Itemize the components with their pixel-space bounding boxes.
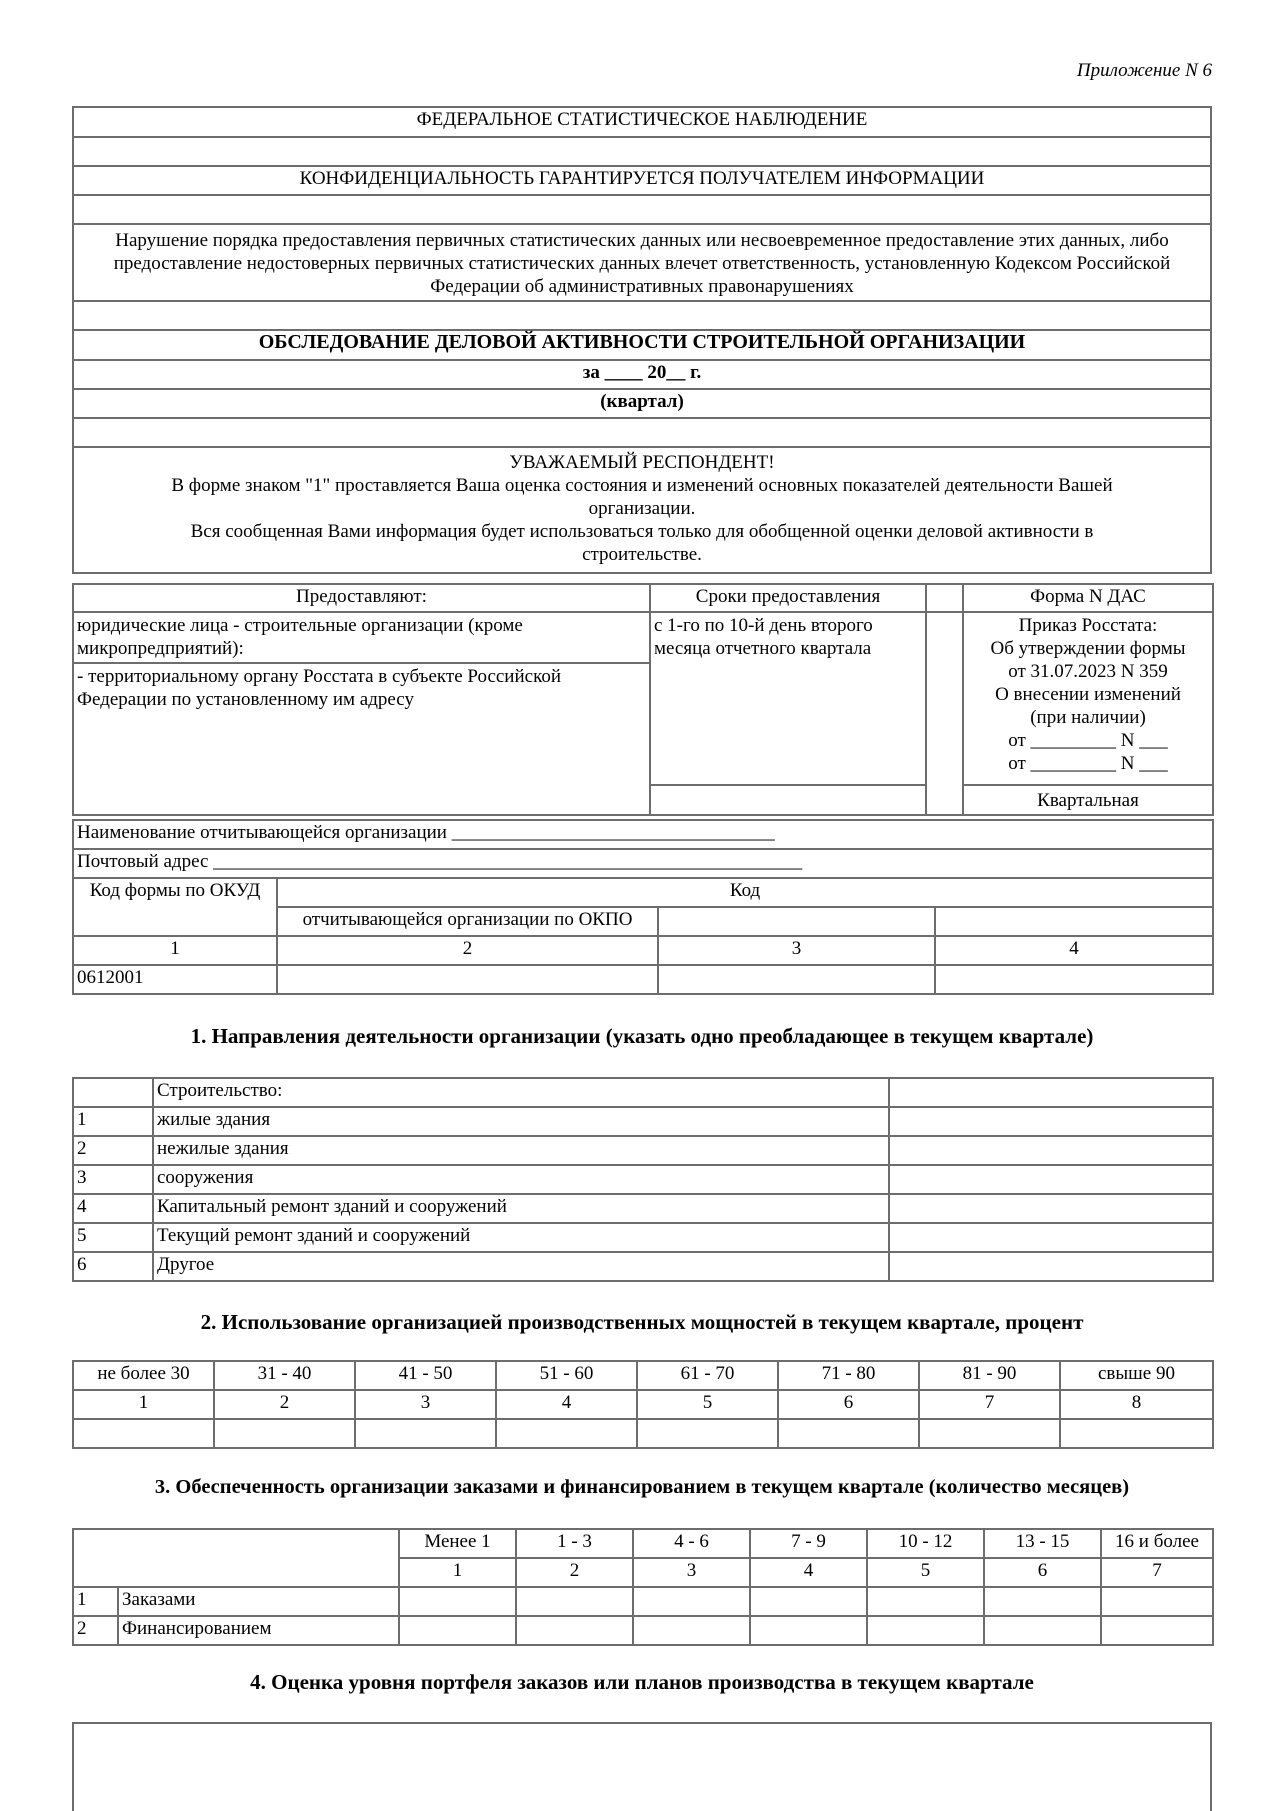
answer-cell[interactable]	[889, 1194, 1213, 1223]
section-4-title: 4. Оценка уровня портфеля заказов или планов производства в текущем квартале	[250, 1670, 1034, 1694]
form-number-header: Форма N ДАС	[963, 584, 1213, 612]
activity-label: Капитальный ремонт зданий и сооружений	[153, 1194, 889, 1223]
column-number: 1	[399, 1558, 516, 1587]
answer-cell[interactable]	[633, 1587, 750, 1616]
answer-cell[interactable]	[214, 1419, 355, 1448]
answer-cell[interactable]	[399, 1587, 516, 1616]
provision-label: Заказами	[118, 1587, 399, 1616]
submission-table	[72, 583, 1214, 816]
row-number: 2	[73, 1616, 118, 1645]
answer-cell[interactable]	[919, 1419, 1060, 1448]
blank-cell	[926, 584, 963, 612]
column-number: 1	[73, 1390, 214, 1419]
respondent-notice	[73, 447, 1211, 573]
okpo-code-cell[interactable]	[277, 965, 658, 994]
capacity-range: 81 - 90	[919, 1361, 1060, 1390]
column-number: 2	[214, 1390, 355, 1419]
blank-row	[73, 137, 1211, 166]
order-line-1: Приказ Росстата:	[1018, 615, 1158, 636]
organization-name-field[interactable]: Наименование отчитывающейся организации __________________________________	[73, 820, 1213, 849]
column-number: 8	[1060, 1390, 1213, 1419]
code-cell[interactable]	[935, 907, 1213, 936]
answer-cell[interactable]	[889, 1223, 1213, 1252]
quarter-label: (квартал)	[73, 389, 1211, 418]
answer-cell[interactable]	[516, 1587, 633, 1616]
answer-cell[interactable]	[867, 1587, 984, 1616]
organization-table	[72, 819, 1214, 995]
months-range: 4 - 6	[633, 1529, 750, 1558]
code-cell[interactable]	[658, 907, 935, 936]
column-number: 6	[778, 1390, 919, 1419]
column-number: 4	[750, 1558, 867, 1587]
answer-cell[interactable]	[889, 1107, 1213, 1136]
column-number: 1	[73, 936, 277, 965]
respondent-line-2: Вся сообщенная Вами информация будет использоваться только для обобщенной оценки деловой активности в строительстве.	[190, 521, 1094, 565]
activity-label: сооружения	[153, 1165, 889, 1194]
row-number: 3	[73, 1165, 153, 1194]
months-range: 13 - 15	[984, 1529, 1101, 1558]
column-number: 2	[277, 936, 658, 965]
answer-cell[interactable]	[633, 1616, 750, 1645]
blank-cell	[73, 1529, 399, 1587]
column-number: 7	[1101, 1558, 1213, 1587]
answer-cell[interactable]	[750, 1616, 867, 1645]
blank-cell	[650, 785, 926, 815]
okud-code-value: 0612001	[73, 965, 277, 994]
row-number: 6	[73, 1252, 153, 1281]
months-range: 10 - 12	[867, 1529, 984, 1558]
capacity-range: 51 - 60	[496, 1361, 637, 1390]
okud-label: Код формы по ОКУД	[73, 878, 277, 936]
months-range: 16 и более	[1101, 1529, 1213, 1558]
column-number: 6	[984, 1558, 1101, 1587]
code-label: Код	[277, 878, 1213, 907]
survey-title: ОБСЛЕДОВАНИЕ ДЕЛОВОЙ АКТИВНОСТИ СТРОИТЕЛЬНОЙ ОРГАНИЗАЦИИ	[73, 330, 1211, 360]
report-period: за ____ 20__ г.	[73, 360, 1211, 389]
answer-cell[interactable]	[778, 1419, 919, 1448]
answer-cell[interactable]	[867, 1616, 984, 1645]
blank-row	[73, 418, 1211, 447]
answer-cell[interactable]	[889, 1165, 1213, 1194]
activity-label: жилые здания	[153, 1107, 889, 1136]
submitters-text: юридические лица - строительные организации (кроме микропредприятий):	[73, 612, 650, 663]
periodicity-label: Квартальная	[963, 785, 1213, 815]
section-1-table	[72, 1077, 1214, 1282]
capacity-range: 31 - 40	[214, 1361, 355, 1390]
postal-address-field[interactable]: Почтовый адрес ______________________________________________________________	[73, 849, 1213, 878]
order-line-3: от 31.07.2023 N 359	[1008, 661, 1168, 682]
section-3-table	[72, 1528, 1214, 1646]
column-number: 4	[496, 1390, 637, 1419]
respondent-line-1: В форме знаком "1" проставляется Ваша оценка состояния и изменений основных показателей деятельности Вашей организации.	[171, 475, 1113, 519]
answer-cell[interactable]	[750, 1587, 867, 1616]
answer-cell[interactable]	[1101, 1616, 1213, 1645]
column-number: 4	[935, 936, 1213, 965]
answer-cell[interactable]	[1060, 1419, 1213, 1448]
section-2-table	[72, 1360, 1214, 1449]
section-4-table	[72, 1722, 1212, 1811]
row-number: 2	[73, 1136, 153, 1165]
submission-recipient: - территориальному органу Росстата в субъекте Российской Федерации по установленному им адресу	[73, 663, 650, 815]
deadline-text: с 1-го по 10-й день второго месяца отчетного квартала	[650, 612, 926, 785]
answer-cell[interactable]	[637, 1419, 778, 1448]
column-number: 5	[867, 1558, 984, 1587]
answer-cell[interactable]	[1101, 1587, 1213, 1616]
order-line-2: Об утверждении формы	[990, 638, 1186, 659]
answer-cell[interactable]	[984, 1616, 1101, 1645]
capacity-range: свыше 90	[1060, 1361, 1213, 1390]
provision-label: Финансированием	[118, 1616, 399, 1645]
appendix-label: Приложение N 6	[1076, 60, 1212, 81]
answer-cell[interactable]	[355, 1419, 496, 1448]
answer-cell[interactable]	[984, 1587, 1101, 1616]
months-range: 1 - 3	[516, 1529, 633, 1558]
answer-cell[interactable]	[399, 1616, 516, 1645]
federal-observation-heading: ФЕДЕРАЛЬНОЕ СТАТИСТИЧЕСКОЕ НАБЛЮДЕНИЕ	[73, 107, 1211, 137]
blank-row	[73, 301, 1211, 330]
answer-cell[interactable]	[73, 1419, 214, 1448]
activity-label: нежилые здания	[153, 1136, 889, 1165]
capacity-range: не более 30	[73, 1361, 214, 1390]
answer-cell[interactable]	[516, 1616, 633, 1645]
column-number: 3	[633, 1558, 750, 1587]
order-details	[963, 612, 1213, 785]
blank-cell	[73, 1078, 153, 1107]
okpo-label: отчитывающейся организации по ОКПО	[277, 907, 658, 936]
header-table	[72, 106, 1212, 574]
section-1-title: 1. Направления деятельности организации (указать одно преобладающее в текущем квартале)	[190, 1024, 1094, 1048]
section-2-title: 2. Использование организацией производственных мощностей в текущем квартале, процент	[200, 1310, 1084, 1334]
capacity-range: 41 - 50	[355, 1361, 496, 1390]
confidentiality-heading: КОНФИДЕНЦИАЛЬНОСТЬ ГАРАНТИРУЕТСЯ ПОЛУЧАТЕЛЕМ ИНФОРМАЦИИ	[73, 166, 1211, 195]
row-number: 1	[73, 1587, 118, 1616]
row-number: 1	[73, 1107, 153, 1136]
blank-cell	[926, 612, 963, 815]
answer-cell[interactable]	[496, 1419, 637, 1448]
answer-cell[interactable]	[889, 1136, 1213, 1165]
code-cell[interactable]	[658, 965, 935, 994]
row-number: 5	[73, 1223, 153, 1252]
submitters-header: Предоставляют:	[73, 584, 650, 612]
months-range: 7 - 9	[750, 1529, 867, 1558]
column-number: 3	[658, 936, 935, 965]
section-3-title: 3. Обеспеченность организации заказами и финансированием в текущем квартале (количество месяцев)	[154, 1476, 1130, 1498]
blank-row	[73, 195, 1211, 224]
order-line-7: от _________ N ___	[1008, 753, 1168, 774]
column-number: 5	[637, 1390, 778, 1419]
activity-label: Текущий ремонт зданий и сооружений	[153, 1223, 889, 1252]
order-line-6: от _________ N ___	[1008, 730, 1168, 751]
months-range: Менее 1	[399, 1529, 516, 1558]
deadline-header: Сроки предоставления	[650, 584, 926, 612]
column-number: 3	[355, 1390, 496, 1419]
capacity-range: 71 - 80	[778, 1361, 919, 1390]
code-cell[interactable]	[935, 965, 1213, 994]
respondent-title: УВАЖАЕМЫЙ РЕСПОНДЕНТ!	[509, 452, 775, 473]
answer-cell[interactable]	[889, 1252, 1213, 1281]
answer-cell[interactable]	[889, 1078, 1213, 1107]
order-line-4: О внесении изменений	[995, 684, 1181, 705]
construction-heading: Строительство:	[153, 1078, 889, 1107]
order-line-5: (при наличии)	[1030, 707, 1146, 728]
column-number: 7	[919, 1390, 1060, 1419]
capacity-range: 61 - 70	[637, 1361, 778, 1390]
row-number: 4	[73, 1194, 153, 1223]
liability-notice: Нарушение порядка предоставления первичных статистических данных или несвоевременное предоставление этих данных, либо предоставление недостоверных первичных статистических данных влечет ответственность, установленную Кодексом Российской Федерации об административных правонарушениях	[73, 224, 1211, 301]
column-number: 2	[516, 1558, 633, 1587]
activity-label: Другое	[153, 1252, 889, 1281]
